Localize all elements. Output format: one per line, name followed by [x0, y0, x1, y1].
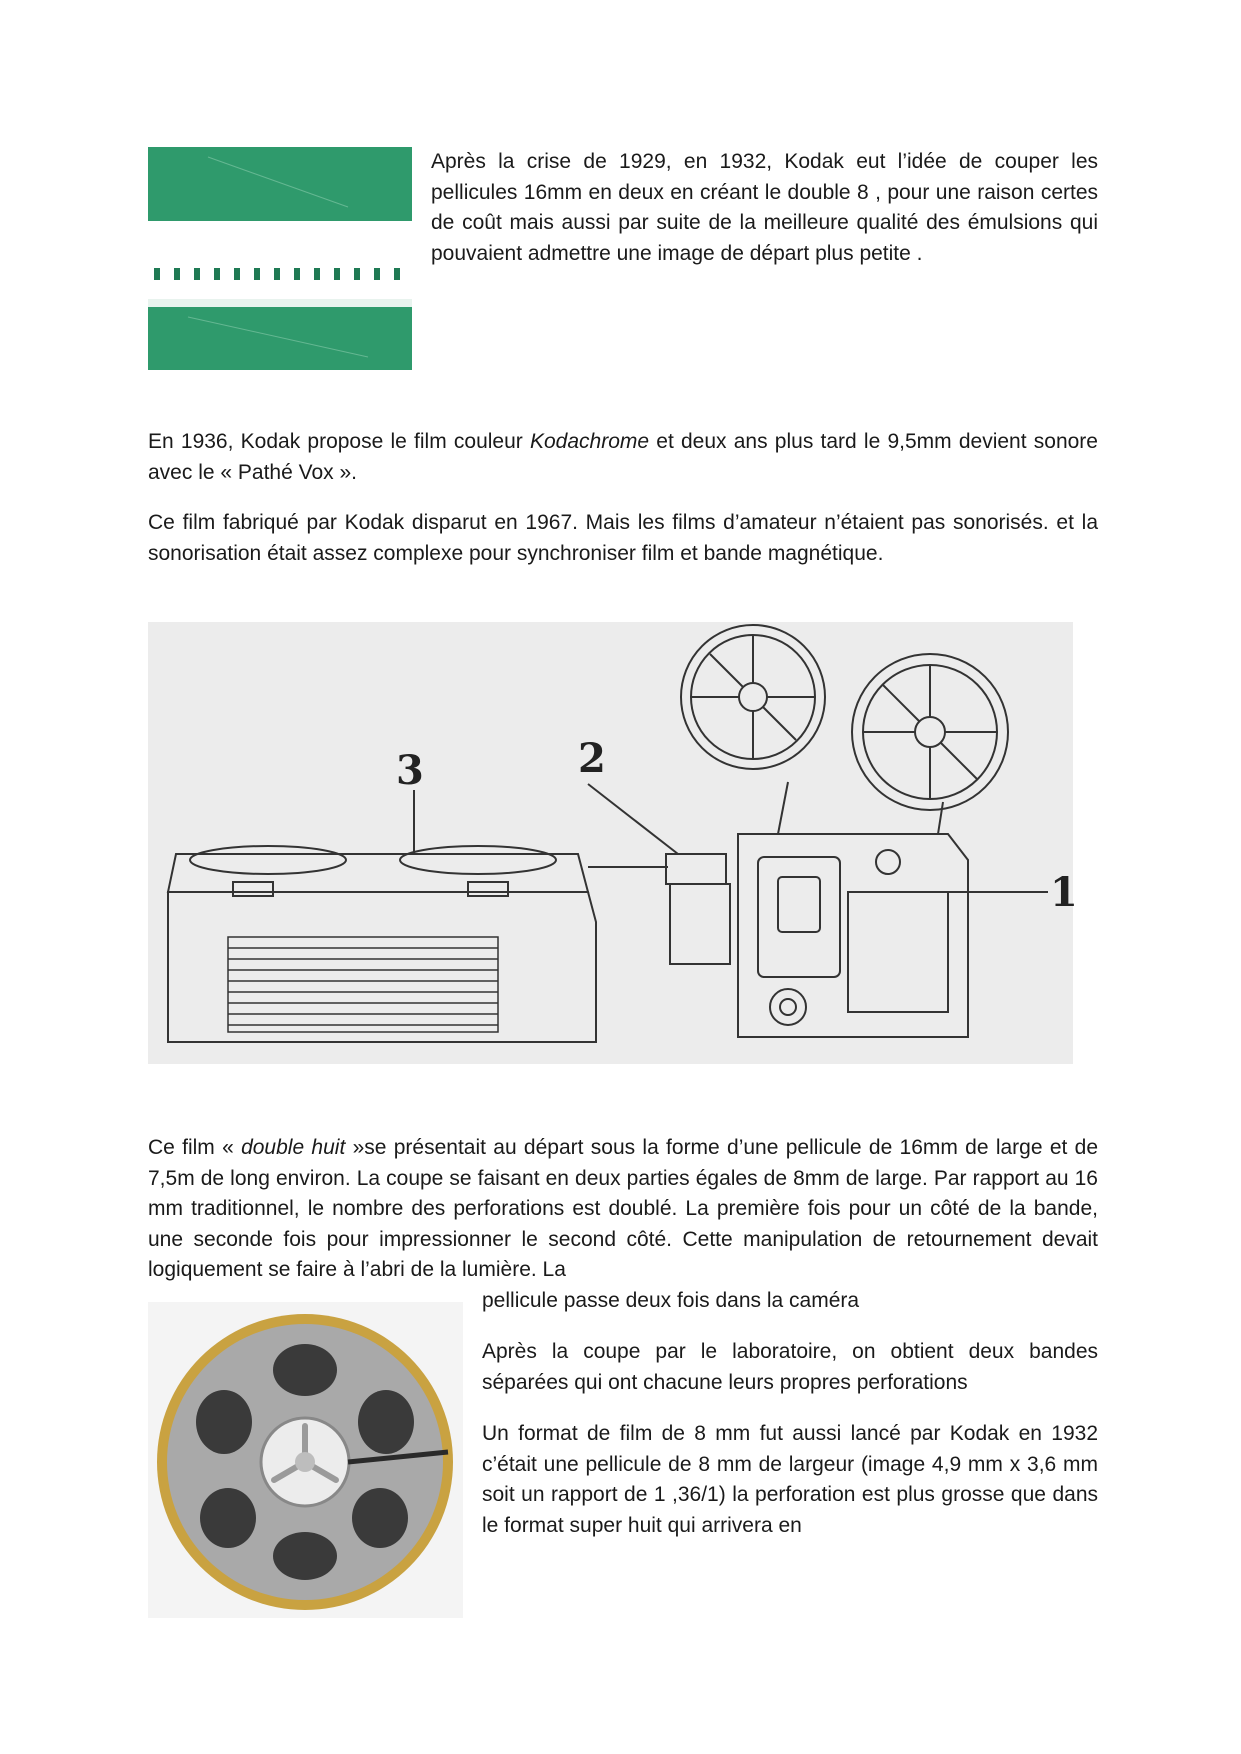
diagram-label-2: 2: [578, 735, 606, 782]
paragraph-1: Après la crise de 1929, en 1932, Kodak eut l’idée de couper les pellicules 16mm en deux en créant le double 8 , pour une raison certes de coût mais aussi par suite de la meilleure qualité des émulsions qui pouvaient admettre une image de départ plus petite .: [431, 150, 1098, 265]
paragraph-4: Ce film « double huit »se présentait au départ sous la forme d’une pellicule de 16mm de large et de 7,5m de long environ. La coupe se faisant en deux parties égales de 8mm de large. Par rapport au 16 mm traditionnel, le nombre des perforations est doublé. La première fois pour un côté de la bande, une seconde fois pour impressionner le second côté. Cette manipulation de retournement devait logiquement se faire à l’abri de la lumière. La: [148, 1136, 1098, 1281]
projector-diagram: [148, 622, 1078, 1064]
kodachrome-emphasis: Kodachrome: [529, 430, 650, 453]
paragraph-6: Après la coupe par le laboratoire, on obtient deux bandes séparées qui ont chacune leurs propres perforations: [482, 1340, 1098, 1394]
film-reel-image: [148, 1302, 463, 1618]
diagram-label-3: 3: [396, 747, 424, 794]
paragraph-7: Un format de film de 8 mm fut aussi lancé par Kodak en 1932 c’était une pellicule de 8 mm de largeur (image 4,9 mm x 3,6 mm soit un rapport de 1 ,36/1) la perforation est plus grosse que dans le format super huit qui arrivera en: [482, 1422, 1098, 1537]
paragraph-5: pellicule passe deux fois dans la caméra: [482, 1289, 860, 1312]
paragraph-3: Ce film fabriqué par Kodak disparut en 1967. Mais les films d’amateur n’étaient pas sonorisés. et la sonorisation était assez complexe pour synchroniser film et bande magnétique.: [148, 511, 1098, 565]
double-huit-emphasis: double huit: [241, 1136, 346, 1159]
diagram-label-1: 1: [1050, 869, 1078, 916]
paragraph-2: En 1936, Kodak propose le film couleur Kodachrome et deux ans plus tard le 9,5mm devient sonore avec le « Pathé Vox ».: [148, 430, 1098, 484]
film-strip-image: [148, 147, 412, 370]
